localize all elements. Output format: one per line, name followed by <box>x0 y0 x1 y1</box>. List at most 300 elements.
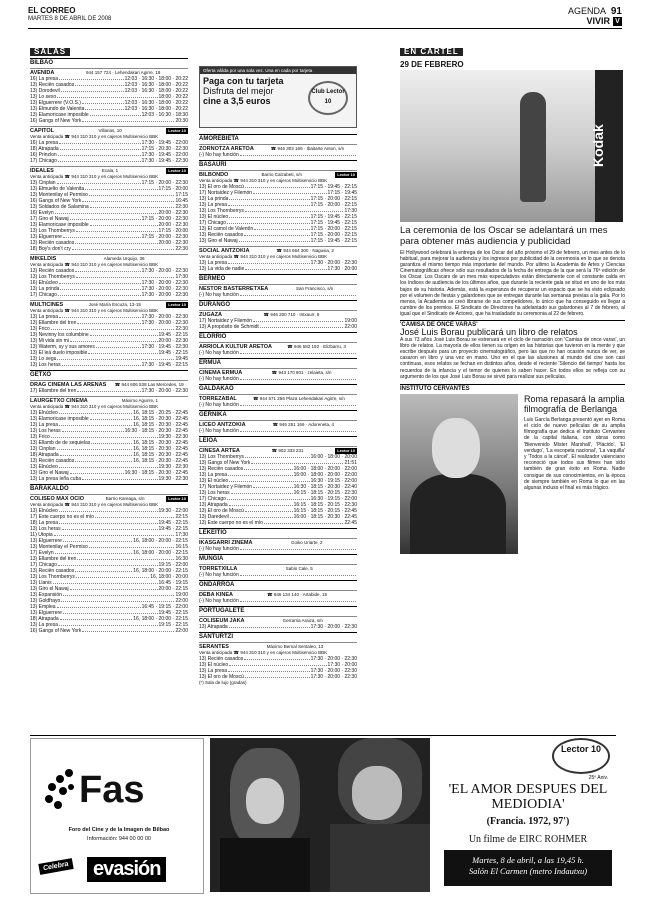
film-title: 13) El oro de Moscú <box>199 508 244 514</box>
film-times: 17:30 · 20:00 · 22:30 <box>141 286 188 292</box>
film-title: 16) Gangs of New York <box>30 198 82 204</box>
film-times: 17:30 <box>344 208 357 214</box>
club-lector-badge: Lector 10 <box>337 448 355 453</box>
film-row <box>199 572 357 578</box>
leader-dots <box>229 214 309 218</box>
film-origin: (Francia. 1972, 97') <box>486 816 570 827</box>
film-times: 17:15 · 20:00 · 22:15 <box>310 202 357 208</box>
film-times: 22:45 <box>344 520 357 526</box>
film-times: 16:15 · 18:15 · 20:15 · 22:30 <box>293 502 357 508</box>
berlanga-article <box>390 394 625 558</box>
cinema-header <box>199 342 357 350</box>
film-row <box>30 246 188 252</box>
leader-dots <box>240 292 356 296</box>
film-times: 17:15 · 19:45 · 22:15 <box>310 184 357 190</box>
film-row <box>199 376 357 382</box>
leader-dots <box>76 228 158 232</box>
subsection-name: VIVIR <box>586 16 610 26</box>
film-title: 13) La presa leña cuba <box>30 476 82 482</box>
film-times: 19:15 · 22:15 <box>158 622 188 628</box>
film-title: 16) Evelyn <box>30 210 54 216</box>
leader-dots <box>57 604 141 608</box>
film-title: 13) Reciën casados <box>199 466 244 472</box>
film-title: 13) La presa <box>199 260 228 266</box>
city-heading: ONDARROA <box>199 580 357 588</box>
film-times: 20:30 <box>175 118 188 124</box>
film-title: 13) Elamoricase imposible <box>30 222 89 228</box>
film-title: 17) Chicago <box>199 496 226 502</box>
film-row <box>199 350 357 356</box>
leader-dots <box>240 572 356 576</box>
leader-dots <box>240 402 356 406</box>
film-times: 16:45 <box>175 198 188 204</box>
leader-dots <box>76 574 149 578</box>
promo-terms: Oferta válida por una sola vez. Una en cada por tarjeta <box>200 67 356 74</box>
cinema-address: ☎ 946 134 140 · Artabide, 15 <box>267 592 327 597</box>
film-times: 17:15 · 20:30 · 22:30 <box>141 146 188 152</box>
cinema-header <box>199 590 357 598</box>
club-lector-badge: Lector 10 <box>168 128 186 133</box>
film-times: 17:15 · 19:45 · 22:15 <box>310 214 357 220</box>
film-title: 13) Ellambre del tren <box>30 320 77 326</box>
film-title: 17) Ellambre del tren <box>30 388 77 394</box>
film-times: 16:30 · 19:15 · 22:00 <box>310 496 357 502</box>
film-title: 13) Mi vida sin mi <box>30 338 69 344</box>
berlanga-body: Luis García Berlanga presentó ayer en Roma el ciclo de nuevo películas de su amplia filmografía que dedica el Instituto Cervantes de la capital italiana, con obras como 'Bienvenido Míster Marshall', 'Plácido', 'El verdugo', 'La escopeta nacional', 'La vaquilla' y 'Todos a la cárcel'. El realizador valenciano reconoció que todos sus filmes han sido también de gran éxito en Roma. Nadie consigue de sus conocimientos, en la época de siempre también en Roma lo que en las algunas incluso el final es más trágico. <box>524 416 625 491</box>
film-title: 13) La presa <box>30 422 59 428</box>
film-row <box>30 362 188 368</box>
kodak-sign: Kodak <box>595 70 623 222</box>
film-times: 17:30 · 20:00 · 22:30 <box>141 292 188 298</box>
film-times: 12:03 · 16:30 · 18:00 · 20:22 <box>124 106 188 112</box>
club-lector-badge: Lector 10 <box>168 496 186 501</box>
film-times: 19:30 · 22:00 <box>158 508 188 514</box>
film-times: 17:30 · 20:00 · 22:30 <box>141 314 188 320</box>
film-times: 16, 18:00 · 20:00 · 22:15 <box>133 538 188 544</box>
film-title: 13) Elnúcleo <box>30 508 58 514</box>
film-times: 16:00 · 18:00 · 20:00 · 22:00 <box>293 466 357 472</box>
club-lector-badge: Lector 10 <box>168 168 186 173</box>
oscar-headline: La ceremonia de los Oscar se adelantará un mes para obtener más audiencia y publicidad <box>400 225 608 247</box>
city-heading: SANTURTZI <box>199 632 357 640</box>
film-times: 16, 18:00 · 20:00 · 22:15 <box>133 550 188 556</box>
leader-dots <box>82 100 124 104</box>
leader-dots <box>60 286 140 290</box>
film-times: 16, 18:15 · 20:30 · 22:45 <box>133 440 188 446</box>
leader-dots <box>229 502 293 506</box>
film-title: (-) No hay función <box>199 546 239 552</box>
film-times: 22:30 <box>175 204 188 210</box>
actor-coat <box>330 824 430 892</box>
berlanga-headline: Roma repasará la amplia filmografía de Berlanga <box>524 393 625 414</box>
city-heading: BARAKALDO <box>30 484 188 492</box>
city-heading: BILBAO <box>30 58 188 66</box>
leader-dots <box>72 246 175 250</box>
leader-dots <box>260 324 344 328</box>
leader-dots <box>251 460 343 464</box>
film-title: 13) Frico <box>30 326 50 332</box>
leader-dots <box>228 202 309 206</box>
film-times: 17:30 · 20:00 · 22:30 <box>310 260 357 266</box>
leader-dots <box>89 192 175 196</box>
film-times: 17:30 · 19:45 · 22:30 <box>141 344 188 350</box>
film-times: 22:15 <box>175 514 188 520</box>
film-times: 12:03 · 16:30 · 18:00 · 20:22 <box>124 82 188 88</box>
film-title: 13) La presa <box>30 622 59 628</box>
leader-dots <box>59 622 157 626</box>
cinema-header <box>199 246 357 254</box>
film-title: 13) Ellamb de de sequielas <box>30 440 91 446</box>
film-title: 13) Goldfrayo <box>30 598 61 604</box>
newspaper-name: EL CORREO <box>28 6 76 15</box>
leader-dots <box>229 478 309 482</box>
film-row <box>199 292 357 298</box>
film-title: 13) Los heras <box>30 362 61 368</box>
film-times: 16, 18:15 · 20:25 · 22:45 <box>133 410 188 416</box>
leader-dots <box>228 260 309 264</box>
leader-dots <box>95 514 175 518</box>
leader-dots <box>75 82 123 86</box>
leader-dots <box>244 232 309 236</box>
club-lector-promo <box>199 66 357 134</box>
film-times: 20:00 · 22:30 <box>158 240 188 246</box>
film-title: 13) Emplea <box>30 604 56 610</box>
film-title: 13) Elmundo de Valenita <box>30 106 85 112</box>
cinema-address: ☎ 944 664 300 · Nagusia, 2 <box>276 248 334 253</box>
cinema-address: ☎ 946 251 166 · Adoreneta, 4 <box>272 422 334 427</box>
film-title: 18) La presa <box>30 520 59 526</box>
listing-note: Venta anticipada ☎ 944 310 310 y en cajeros Multiservicio BBK <box>30 404 159 409</box>
film-director: Un filme de EIRC ROHMER <box>468 834 588 845</box>
film-title: 13) Reciën casados <box>199 232 244 238</box>
film-title: (-) No hay función <box>199 402 239 408</box>
film-title: 13) El camol de Valentín <box>199 226 254 232</box>
leader-dots <box>90 112 141 116</box>
city-heading: ELORRIO <box>199 332 357 340</box>
leader-dots <box>90 204 175 208</box>
cinema-header <box>199 420 357 428</box>
cinema-header <box>199 284 357 292</box>
film-title: 13) El núcleo <box>199 662 229 668</box>
film-times: 22:00 <box>175 598 188 604</box>
cinema-name: TORREZABAL <box>199 396 237 402</box>
film-times: 17:30 · 20:00 · 22:30 <box>310 668 357 674</box>
leader-dots <box>253 318 343 322</box>
leader-dots <box>89 544 175 548</box>
berlanga-text <box>524 394 625 491</box>
cinema-address: ☎ 944 606 538 Las Mercedes, 19 <box>114 382 184 387</box>
listing-note: Venta anticipada ☎ 944 310 310 y en cajeros Multiservicio BBK <box>30 502 159 507</box>
leader-dots <box>77 320 140 324</box>
film-title: 'EL AMOR DESPUES DEL MEDIODIA' <box>448 782 608 812</box>
film-title: (-) No hay función <box>199 292 239 298</box>
leader-dots <box>55 550 133 554</box>
film-row <box>199 598 357 604</box>
leader-dots <box>75 240 157 244</box>
en-cartel-heading: EN CARTEL <box>400 48 463 56</box>
city-heading: BERMEO <box>199 274 357 282</box>
listings-column-a <box>30 48 188 634</box>
leader-dots <box>229 196 309 200</box>
film-times: 16:15 · 18:15 · 20:15 · 22:30 <box>293 490 357 496</box>
leader-dots <box>239 238 310 242</box>
club-lector-badge: Lector 10 <box>337 172 355 177</box>
photo-face <box>432 418 480 478</box>
film-title: 16) La presa <box>30 76 59 82</box>
film-title: 13) El núcleo <box>199 478 229 484</box>
leader-dots <box>62 526 158 530</box>
listing-note: Venta anticipada ☎ 944 310 310 y en cajeros Multiservicio BBK <box>199 650 328 655</box>
leader-dots <box>60 146 141 150</box>
leader-dots <box>245 674 310 678</box>
leader-dots <box>231 490 293 494</box>
film-times: 16:00 · 18:00 · 20:00 · 22:00 <box>293 472 357 478</box>
film-title: 16) La presa <box>30 140 59 146</box>
leader-dots <box>253 484 293 488</box>
cinema-name: DEBA KINEA <box>199 592 234 598</box>
leader-dots <box>77 556 174 560</box>
cinema-address: Barrio Calzabeti, s/n <box>261 172 303 177</box>
leader-dots <box>59 76 124 80</box>
leader-dots <box>88 350 157 354</box>
film-times: 17:30 · 20:00 · 22:30 <box>141 280 188 286</box>
film-times: 17:15 · 20:00 <box>158 186 188 192</box>
film-times: 17:15 · 19:45 <box>327 190 357 196</box>
page-header <box>28 6 622 29</box>
city-heading: PORTUGALETE <box>199 606 357 614</box>
cinema-header <box>199 144 357 152</box>
leader-dots <box>59 422 132 426</box>
film-times: 19:00 <box>175 592 188 598</box>
leader-dots <box>245 508 293 512</box>
listing-note: Venta anticipada ☎ 944 310 310 y en cajeros Multiservicio BBK <box>30 174 159 179</box>
film-times: 17:30 · 20:00 · 22:30 <box>141 320 188 326</box>
cinema-header <box>30 300 188 308</box>
film-title: 13) Elmuelto de Valenita <box>30 186 85 192</box>
film-times: 17:30 · 20:00 <box>327 662 357 668</box>
berlanga-photo <box>400 394 518 554</box>
cinema-address: Villarias, 10 <box>98 128 122 133</box>
cinema-name: ZORNOTZA ARETOA <box>199 146 254 152</box>
film-row <box>30 158 188 164</box>
film-title: 13) Reciën casados <box>30 240 75 246</box>
film-times: 17:30 · 20:00 · 22:30 <box>141 388 188 394</box>
leader-dots <box>59 464 158 468</box>
listing-note: Venta anticipada ☎ 944 310 310 y en cajeros Multiservicio BBK <box>199 254 328 259</box>
film-times: 18:00 · 20:22 <box>158 94 188 100</box>
film-title: 13) Lo segu <box>30 356 57 362</box>
cinema-name: COLISEO MAX OCIO <box>30 496 85 502</box>
section-name: AGENDA <box>567 6 606 16</box>
film-title: 13) Lo sexo <box>30 94 57 100</box>
film-title: 13) La prinda <box>30 286 60 292</box>
leader-dots <box>240 152 356 156</box>
film-title: 13) Elguerrere <box>30 538 62 544</box>
film-times: 12:03 · 16:30 · 18:00 · 20:22 <box>124 76 188 82</box>
leader-dots <box>245 184 310 188</box>
leader-dots <box>227 496 310 500</box>
film-title: 18) Atrapada <box>30 452 59 458</box>
leader-dots <box>61 88 124 92</box>
leader-dots <box>85 106 123 110</box>
film-title: 13) Los heras <box>199 490 230 496</box>
film-times: 17:15 · 20:00 · 22:15 <box>310 232 357 238</box>
leader-dots <box>75 568 132 572</box>
cinema-address: ☎ 943 170 801 · zelaieta, s/n <box>271 370 332 375</box>
leader-dots <box>244 656 309 660</box>
film-title: 13) Montenilay el Permiso <box>30 544 88 550</box>
film-title: 13) Los heras <box>30 428 61 434</box>
leader-dots <box>62 362 141 366</box>
cervantes-kicker: INSTITUTO CERVANTES <box>400 384 625 392</box>
leader-dots <box>253 190 326 194</box>
leader-dots <box>59 280 141 284</box>
city-heading: LEKEITIO <box>199 528 357 536</box>
photo-coat <box>410 474 506 554</box>
cinema-address: ☎ 946 303 166 · Ibaitarte Anton, s/n <box>270 146 345 151</box>
leader-dots <box>57 180 141 184</box>
film-title: 13) Atrapada <box>199 624 228 630</box>
film-title: 13) Giro el Nawaj <box>30 586 69 592</box>
leader-dots <box>59 508 158 512</box>
cinema-name: LAURGETXO CINEMA <box>30 398 88 404</box>
film-title: 13) Expansión <box>30 592 62 598</box>
leader-dots <box>62 428 124 432</box>
club-lector-logo-large: Lector 10 <box>552 738 610 774</box>
film-title: 13) La presa <box>199 202 228 208</box>
film-row <box>199 624 357 630</box>
film-times: 22:00 <box>344 324 357 330</box>
cinema-name: IDEALES <box>30 168 54 174</box>
film-times: 17:30 · 20:00 · 22:30 <box>310 674 357 680</box>
film-title: 16) Gangs of New York <box>30 118 82 124</box>
cinema-address: ☎ 946 582 192 · Elizbarru, 3 <box>287 344 346 349</box>
city-heading: LEIOA <box>199 436 357 444</box>
film-times: 17:30 · 19:45 · 22:15 <box>141 362 188 368</box>
film-times: 19:45 · 22:15 <box>158 610 188 616</box>
cinema-name: ZUGAZA <box>199 312 222 318</box>
film-title: 13) Gangs of New York <box>199 460 251 466</box>
film-title: 16) Elnúcleo <box>30 280 58 286</box>
leader-dots <box>63 592 175 596</box>
cinema-header <box>199 538 357 546</box>
cinema-header <box>30 254 188 262</box>
film-row <box>199 324 357 330</box>
film-title: 13) Atrapada <box>199 502 228 508</box>
cinema-header <box>199 310 357 318</box>
cinema-header <box>199 616 357 624</box>
film-times: 20:00 · 22:30 <box>158 338 188 344</box>
film-title: 17) Giro el Nawaj <box>30 216 69 222</box>
film-title: 13) Elguerrere <box>30 610 62 616</box>
film-title: 13) La presa <box>199 668 228 674</box>
leader-dots <box>85 186 157 190</box>
film-times: 12:03 · 16:30 · 18:00 · 20:22 <box>124 88 188 94</box>
film-title: 13) Ellambre del tren <box>30 556 77 562</box>
fas-advert <box>30 738 204 894</box>
film-still-photo <box>210 738 430 892</box>
film-times: 22:30 <box>175 246 188 252</box>
film-times: 16, 18:15 · 20:30 · 22:45 <box>133 422 188 428</box>
film-row <box>199 546 357 552</box>
cinema-address: Sabin Cale, 5 <box>285 566 313 571</box>
film-row <box>30 118 188 124</box>
cinema-name: CINESA ARTEA <box>199 448 240 454</box>
leader-dots <box>254 226 309 230</box>
leader-dots <box>58 152 141 156</box>
club-lector-logo: Club Lector 10 <box>308 81 348 115</box>
anniversary-label: 25º Aniv. <box>588 775 608 781</box>
cinema-name: NESTOR BASTERRETXEA <box>199 286 269 292</box>
screening-time: Martes, 8 de abril, a las 19,45 h. <box>472 855 584 865</box>
film-title: 13) Los Thornberrys <box>30 574 75 580</box>
film-title: 13) Reciën casados <box>30 268 75 274</box>
leader-dots <box>228 668 309 672</box>
cinema-name: DRAG CINEMA LAS ARENAS <box>30 382 107 388</box>
cinema-header <box>199 170 357 178</box>
listing-note: (*) Sala de lujo (gradas) <box>199 680 247 685</box>
leader-dots <box>77 388 140 392</box>
film-title: 13) El oro de Moscú <box>199 674 244 680</box>
film-title: 13) Los heras <box>30 526 61 532</box>
en-cartel-column <box>390 48 625 558</box>
cinema-address: Gerrarria Araiza, s/n <box>282 618 323 623</box>
film-title: 17) Chicago <box>30 562 57 568</box>
leader-dots <box>58 292 141 296</box>
film-title: (-) No hay función <box>199 598 239 604</box>
film-title: 13) Elguerrere <box>30 234 62 240</box>
film-times: 12:03 · 16:30 · 18:00 · 20:22 <box>124 100 188 106</box>
listing-note: Venta anticipada ☎ 944 310 310 y en cajeros Multiservicio BBK <box>199 178 328 183</box>
cinema-address: Ecala, 1 <box>101 168 119 173</box>
listing-note: Venta anticipada ☎ 944 310 310 y en cajeros Multiservicio BBK <box>30 262 159 267</box>
actor-face <box>352 766 402 820</box>
film-title: 13) Waterm, sy y sus amores <box>30 344 95 350</box>
screening-info-box <box>444 850 612 886</box>
borau-kicker: 'CAMISA DE ONCE VARAS' <box>400 320 625 328</box>
film-times: 19:45 · 22:15 <box>158 332 188 338</box>
film-title: 17) Chicago <box>30 158 57 164</box>
promo-line-1: Paga con tu tarjeta <box>203 76 284 86</box>
film-times: 17:15 · 20:00 · 22:30 <box>141 216 188 222</box>
film-title: 13) Llanis <box>30 580 52 586</box>
issue-date: MARTES 8 DE ABRIL DE 2008 <box>28 16 112 22</box>
film-title: 13) El leá duelo imposible <box>30 350 88 356</box>
city-heading: BASAURI <box>199 160 357 168</box>
club-lector-badge: Lector 10 <box>168 302 186 307</box>
leader-dots <box>58 158 141 162</box>
fas-logo: Fas <box>79 769 145 811</box>
film-times: 17:30 · 20:00 · 22:30 <box>141 268 188 274</box>
city-heading: AMOREBIETA <box>199 134 357 142</box>
film-times: 22:30 <box>175 326 188 332</box>
film-row <box>199 266 357 272</box>
promo-box <box>199 66 357 128</box>
rohmer-advert <box>440 738 616 892</box>
cinema-name: ARRIOLA KULTUR ARETOA <box>199 344 273 350</box>
film-row <box>30 628 188 634</box>
cinema-address: Máximo Bernal Sentaleo, 13 <box>266 644 324 649</box>
listings-column-b <box>199 132 357 686</box>
cinema-name: TORRETXILLA <box>199 566 238 572</box>
leader-dots <box>55 210 158 214</box>
film-times: 20:00 · 22:30 <box>158 222 188 228</box>
leader-dots <box>90 332 158 336</box>
film-times: 17:30 <box>175 532 188 538</box>
leader-dots <box>228 472 293 476</box>
leader-dots <box>59 410 132 414</box>
cinema-header <box>30 68 188 76</box>
